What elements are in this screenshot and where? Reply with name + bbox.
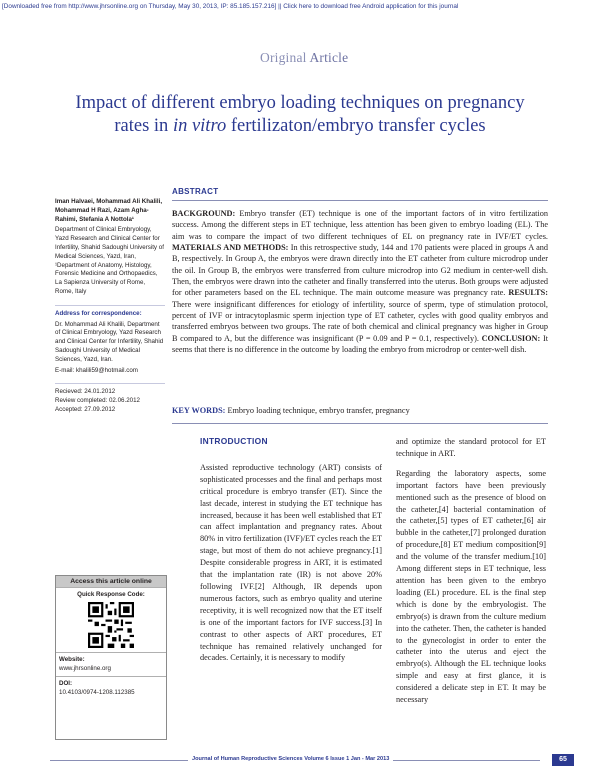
keywords-divider xyxy=(172,423,548,424)
article-dates xyxy=(55,383,165,414)
abstract-background-label: BACKGROUND: xyxy=(172,209,236,218)
abstract-divider xyxy=(172,200,548,201)
date-review: Review completed: 02.06.2012 xyxy=(55,397,140,405)
body-column-1 xyxy=(200,436,382,672)
website-section xyxy=(56,652,166,676)
footer-journal: Journal of Human Reproductive Sciences Volume 6 Issue 1 Jan - Mar 2013 xyxy=(188,756,393,762)
abstract-methods: In this retrospective study, 144 and 170 patients were placed in groups A and B, respectively. In Group A, the embryos were drawn directly into the ET catheter from culture microdrop under the oil. In Group B, the embryos were transferred from culture microdrop into G2 medium in center-well dish. Then, the embryos were drawn into the catheter and finally transferred into the uterus. Both groups were adjusted for other parameters based on the EL technique. The main outcome measure was pregnancy rate. xyxy=(172,243,548,298)
date-received: Recieved: 24.01.2012 xyxy=(55,388,116,396)
access-heading: Access this article online xyxy=(56,576,166,587)
article-type-label xyxy=(260,50,348,66)
abstract-conclusion-label: CONCLUSION: xyxy=(478,333,541,343)
author-list: Iman Halvaei, Mohammad Ali Khalili, Mohammad H Razi, Azam Agha-Rahimi, Stefania A Nottola¹ xyxy=(55,198,163,223)
title-italic: in vitro xyxy=(172,116,227,136)
banner-source[interactable]: [Downloaded free from http://www.jhrsonline.org on Thursday, May 30, 2013, IP: 85.185.157.216] xyxy=(2,3,277,10)
keywords-text: Embryo loading technique, embryo transfer, pregnancy xyxy=(225,406,410,415)
abstract-body xyxy=(172,208,548,355)
download-banner-line[interactable] xyxy=(2,2,600,11)
qr-code-icon[interactable] xyxy=(88,602,134,648)
title-part2: fertilizaton/embryo transfer cycles xyxy=(226,116,486,136)
article-title xyxy=(60,92,540,138)
intro-paragraph-3: Regarding the laboratory aspects, some important factors have been previously mentioned such as the presence of blood on the catheter,[4] bacterial contamination of the catheter,[5] types of ET catheter,[6] air bubble in the catheter,[7] prolonged duration of procedure,[8] ET medium composition[9] and the volume of the transfer medium.[10] Among different steps in ET technique, less attention has been given to the embryo loading (EL) procedure. EL is the final step which is done by the embryologist. The embryo(s) is drawn from the culture medium into the catheter. Then, the catheter is handed to the gynecologist in order to enter the catheter into the uterus and eject the embryo(s). Although the EL technique looks simple and easy at first glance, it is considered a delicate step in ET. It may be necessary xyxy=(396,468,546,705)
download-banner xyxy=(0,2,600,26)
page-number: 65 xyxy=(552,754,574,766)
abstract-methods-label: MATERIALS AND METHODS: xyxy=(172,243,289,253)
doi-section xyxy=(56,676,166,700)
website-label: Website: xyxy=(59,656,85,663)
keywords-label: KEY WORDS: xyxy=(172,406,226,415)
page-footer xyxy=(0,754,600,770)
article-type-prefix: Original xyxy=(260,50,307,65)
correspondence-address: Dr. Mohammad Ali Khalili, Department of Clinical Embryology, Yazd Research and Clinical Center for Infertility, Shahid Sadoughi University of Medical Sciences, Yazd, Iran. xyxy=(55,320,164,363)
android-app-link[interactable]: Click here to download free Android application for this journal xyxy=(283,3,459,10)
correspondence-heading: Address for correspondence: xyxy=(55,305,165,319)
doi-label: DOI: xyxy=(59,680,73,687)
abstract-results-label: RESULTS: xyxy=(505,288,548,298)
author-sidebar xyxy=(55,198,165,415)
date-accepted: Accepted: 27.09.2012 xyxy=(55,405,116,413)
keywords xyxy=(172,405,548,416)
access-online-box xyxy=(55,575,167,740)
banner-sep: || xyxy=(278,3,282,10)
abstract-background: Embryo transfer (ET) technique is one of the important factors of in vitro fertilization success. Among the different steps in ET technique, less attention has been given to embryo loading (EL). The aim was to compare the impact of two different techniques of EL on pregnancy rate in IVF/ET cycles. xyxy=(172,209,548,241)
affiliation: Department of Clinical Embryology, Yazd Research and Clinical Center for Infertility, Shahid Sadoughi University of Medical Sciences, Yazd, Iran, ¹Department of Anatomy, Histology, Forensic Medicine and Orthopaedics, La Sapienza University of Rome, Rome, Italy xyxy=(55,226,164,295)
title-part1: Impact of different embryo loading techniques on pregnancy rates in xyxy=(75,93,525,136)
abstract-results: There were insignificant differences for etiology of infertility, source of sperm, type of stimulation protocol, percent of IVF or intracytoplasmic sperm injection type of ET catheter, cycles with good quality embryos and transferred embryos between two groups. The rate of both chemical and clinical pregnancy was higher in Group B compared to A, but the difference was insignificant (P = 0.09 and P = 0.1, respectively). xyxy=(172,299,548,343)
qr-label: Quick Response Code: xyxy=(56,587,166,600)
abstract-conclusion: It seems that there is no difference in the outcome by loading the embryo from microdrop or center-well dish. xyxy=(172,333,548,355)
doi-value[interactable]: 10.4103/0974-1208.112385 xyxy=(59,688,135,696)
body-column-2 xyxy=(396,436,546,714)
intro-paragraph-1: Assisted reproductive technology (ART) consists of sophisticated processes and the final and perhaps most critical procedure is embryo transfer (ET). Since the last decade, interest in studying the ET technique has increased, because it has been well established that ET can affect implantation and pregnancy rates. About 80% in vitro fertilization (IVF)/ET cycles reach the ET stage, but most of them do not achieve pregnancy.[1] Despite considerable progress in ART, it is estimated that the implantation rate (IR) is not above 20% following IVF.[2] Although, IR depends upon numerous factors, such as embryo quality and uterine receptivity, it is well recognized now that the ET itself is one of the important factors for IVF success.[3] In contrast to other aspects of ART procedures, ET technique has remained relatively unchanged for decades. Certainly, it is necessary to modify xyxy=(200,462,382,663)
introduction-heading: INTRODUCTION xyxy=(200,436,268,446)
article-type-suffix: Article xyxy=(309,50,349,65)
intro-paragraph-2: and optimize the standard protocol for ET technique in ART. xyxy=(396,437,546,458)
abstract-heading: ABSTRACT xyxy=(172,187,219,196)
correspondence-email[interactable]: E-mail: khalili59@hotmail.com xyxy=(55,366,138,374)
website-link[interactable]: www.jhrsonline.org xyxy=(59,664,111,672)
